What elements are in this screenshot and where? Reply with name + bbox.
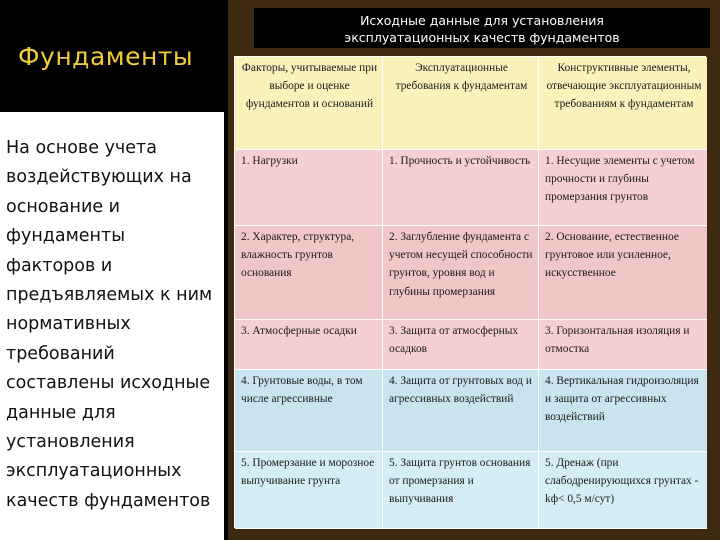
header-factors: Факторы, учитываемые при выборе и оценке фундаментов и оснований [235, 57, 383, 150]
table-row [235, 150, 707, 226]
cell-requirement: 3. Защита от атмосферных осадков [383, 320, 539, 370]
cell-requirement: 4. Защита от грунтовых вод и агрессивных воздействий [383, 370, 539, 452]
table-row [235, 452, 707, 529]
cell-requirement: 2. Заглубление фундамента с учетом несущей способности грунтов, уровня вод и глубины промерзания [383, 226, 539, 320]
header-elements: Конструктивные элементы, отвечающие эксплуатационным требованиям к фундаментам [539, 57, 707, 150]
slide-title: Фундаменты [0, 0, 224, 112]
cell-factor: 1. Нагрузки [235, 150, 383, 226]
cell-element: 4. Вертикальная гидроизоляция и защита от агрессивных воздействий [539, 370, 707, 452]
cell-requirement: 1. Прочность и устойчивость [383, 150, 539, 226]
table-caption-line-2: эксплуатационных качеств фундаментов [344, 30, 620, 45]
table-caption [254, 8, 710, 48]
cell-element: 2. Основание, естественное грунтовое или усиленное, искусственное [539, 226, 707, 320]
cell-element: 1. Несущие элементы с учетом прочности и глубины промерзания грунтов [539, 150, 707, 226]
header-requirements: Эксплуатационные требования к фундаментам [383, 57, 539, 150]
slide-body-text: На основе учета воздействующих на основание и фундаменты факторов и предъявляемых к ним нормативных требований составлены исходные данные для установления эксплуатационных качеств фундаментов [0, 112, 224, 540]
cell-element: 3. Горизонтальная изоляция и отмостка [539, 320, 707, 370]
table-row [235, 320, 707, 370]
cell-factor: 2. Характер, структура, влажность грунтов основания [235, 226, 383, 320]
table-header-row [235, 57, 707, 150]
table-row [235, 226, 707, 320]
cell-factor: 3. Атмосферные осадки [235, 320, 383, 370]
requirements-table [234, 56, 706, 528]
table-row [235, 370, 707, 452]
table-caption-line-1: Исходные данные для установления [360, 13, 604, 28]
cell-factor: 5. Промерзание и морозное выпучивание грунта [235, 452, 383, 529]
cell-element: 5. Дренаж (при слабодренирующихся грунтах - kф< 0,5 м/сут) [539, 452, 707, 529]
cell-factor: 4. Грунтовые воды, в том числе агрессивные [235, 370, 383, 452]
cell-requirement: 5. Защита грунтов основания от промерзания и выпучивания [383, 452, 539, 529]
